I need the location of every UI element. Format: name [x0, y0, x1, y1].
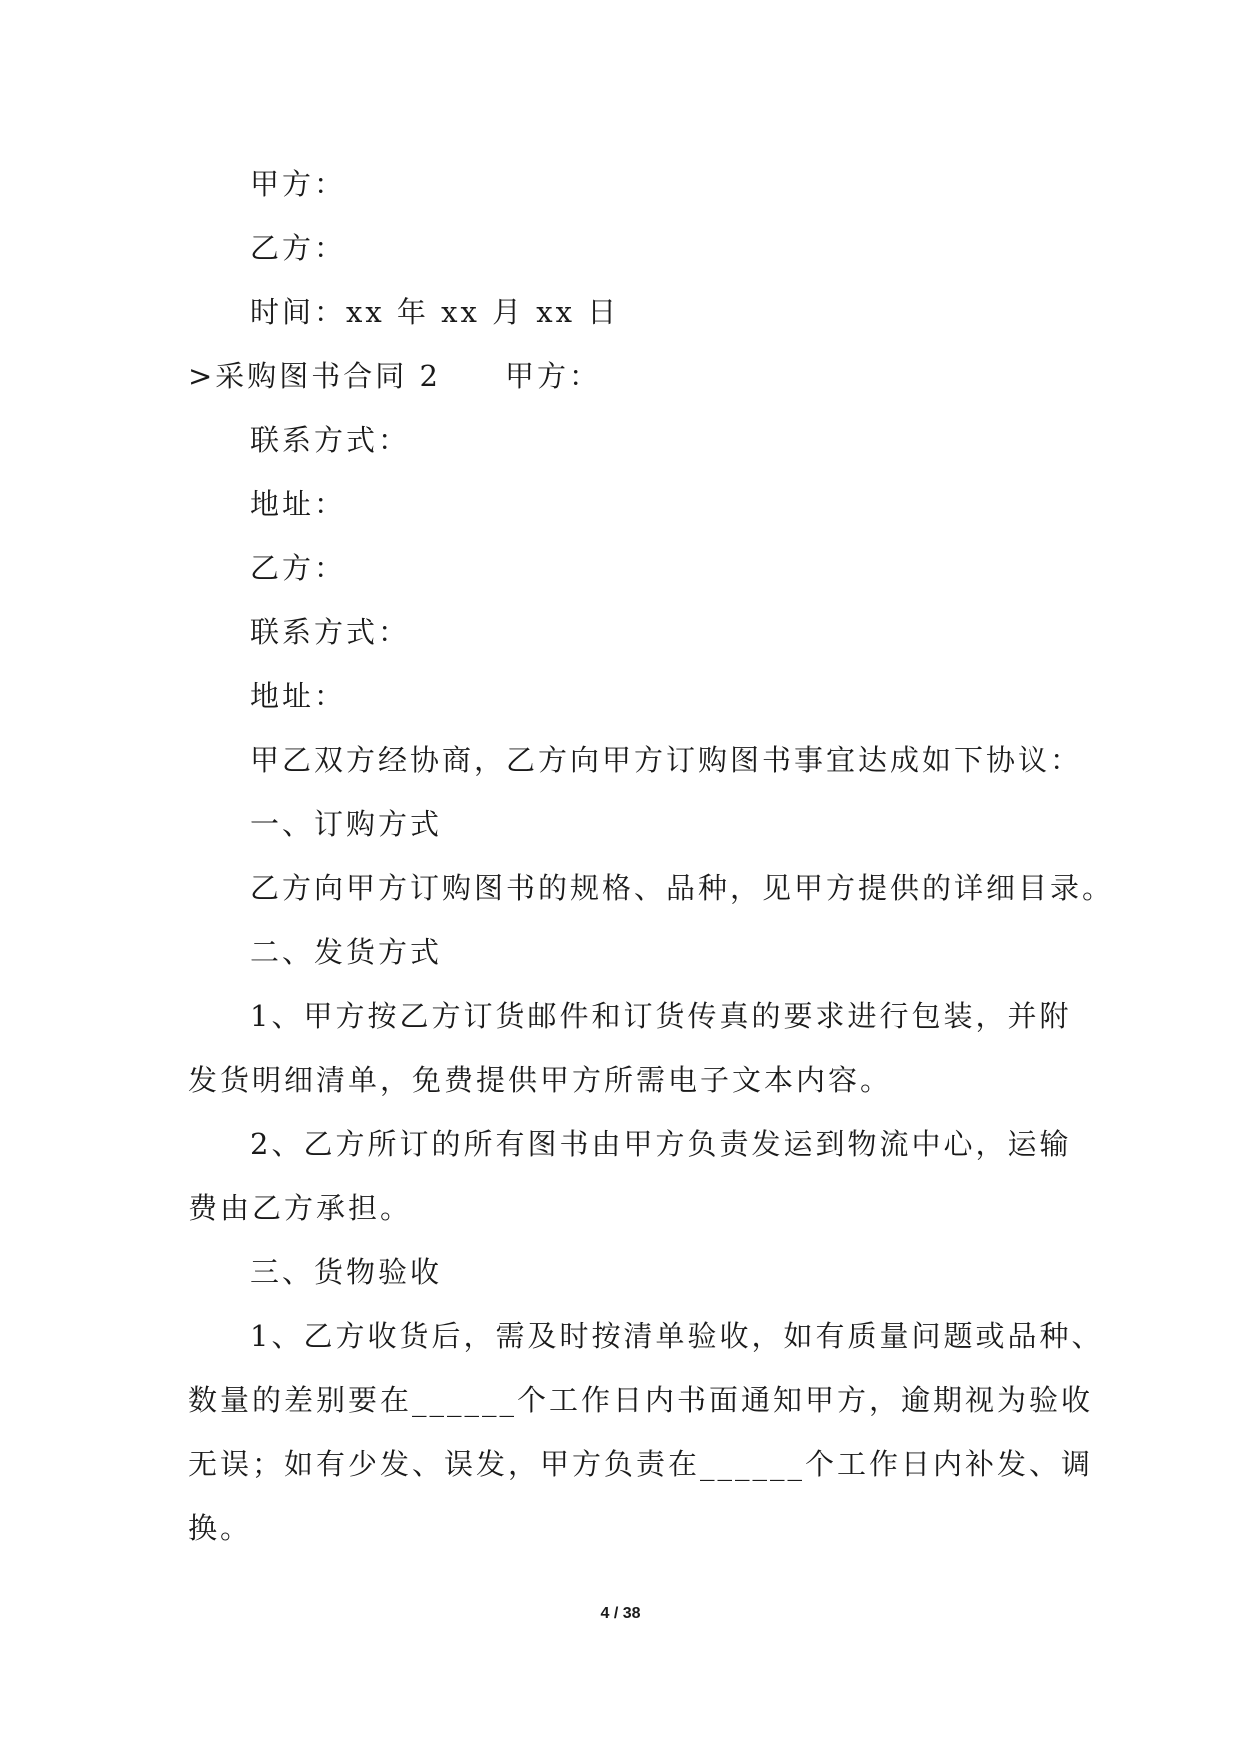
clause-1-text: 乙方向甲方订购图书的规格、品种，见甲方提供的详细目录。 [250, 871, 1115, 905]
agreement-intro: 甲乙双方经协商，乙方向甲方订购图书事宜达成如下协议： [250, 743, 1083, 777]
party-a-label: 甲方： [250, 167, 347, 201]
clause-3-item-1-cont: 数量的差别要在______个工作日内书面通知甲方，逾期视为验收 [188, 1383, 1094, 1417]
clause-2-item-1-cont: 发货明细清单，免费提供甲方所需电子文本内容。 [188, 1063, 893, 1097]
clause-heading-2: 二、发货方式 [250, 935, 443, 969]
section-heading: >采购图书合同 2 甲方： [188, 359, 601, 393]
party-b-label-2: 乙方： [250, 551, 347, 585]
party-a-contact: 联系方式： [250, 423, 411, 457]
clause-2-item-1: 1、甲方按乙方订货邮件和订货传真的要求进行包装，并附 [250, 999, 1072, 1033]
clause-3-item-1-end: 换。 [188, 1511, 253, 1545]
date-line: 时间：xx 年 xx 月 xx 日 [250, 295, 620, 329]
clause-3-item-1: 1、乙方收货后，需及时按清单验收，如有质量问题或品种、 [250, 1319, 1104, 1353]
clause-2-item-2-cont: 费由乙方承担。 [188, 1191, 413, 1225]
clause-heading-3: 三、货物验收 [250, 1255, 443, 1289]
page-number: 4 / 38 [600, 1605, 641, 1622]
clause-3-item-1-cont-2: 无误；如有少发、误发，甲方负责在______个工作日内补发、调 [188, 1447, 1094, 1481]
clause-2-item-2: 2、乙方所订的所有图书由甲方负责发运到物流中心，运输 [250, 1127, 1072, 1161]
party-a-address: 地址： [250, 487, 347, 521]
clause-heading-1: 一、订购方式 [250, 807, 443, 841]
party-b-contact: 联系方式： [250, 615, 411, 649]
party-b-address: 地址： [250, 679, 347, 713]
party-b-label: 乙方： [250, 231, 347, 265]
